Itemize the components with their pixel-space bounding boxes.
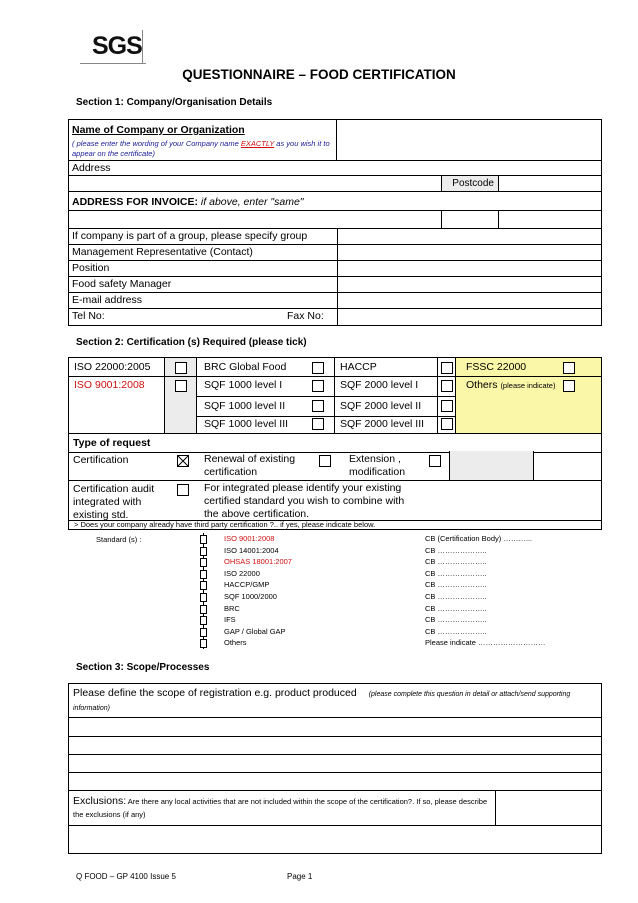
standard-name: BRC	[224, 603, 240, 613]
fsm-label: Food safety Manager	[72, 278, 172, 290]
standard-checkbox[interactable]	[200, 616, 207, 625]
standard-name: GAP / Global GAP	[224, 626, 286, 636]
request-shade	[449, 451, 534, 480]
invoice-hint: if above, enter "same"	[198, 196, 304, 208]
exclusions-side	[495, 791, 601, 825]
scope-line-4[interactable]	[69, 773, 601, 791]
group-input[interactable]	[337, 229, 601, 244]
standard-checkbox[interactable]	[200, 581, 207, 590]
standard-checkbox[interactable]	[200, 570, 207, 579]
sqf2000-2-checkbox[interactable]	[441, 400, 453, 412]
company-input[interactable]	[337, 120, 601, 160]
sqf1000-1-label: SQF 1000 level I	[204, 379, 283, 391]
brc-label: BRC Global Food	[204, 361, 287, 373]
logo-line-vertical	[142, 30, 143, 64]
scope-label: Please define the scope of registration e.g. product produced	[73, 687, 357, 699]
invoice-label	[72, 196, 304, 208]
logo-line-horizontal	[80, 63, 146, 64]
standard-cb: CB ………………..	[425, 615, 487, 625]
email-row	[69, 293, 601, 309]
section2-table	[68, 357, 602, 530]
position-label: Position	[72, 262, 110, 274]
standard-checkbox[interactable]	[200, 605, 207, 614]
section1-heading: Section 1: Company/Organisation Details	[76, 97, 273, 108]
standard-checkbox[interactable]	[200, 593, 207, 602]
standard-cb: CB ………………..	[425, 626, 487, 636]
sqf2000-1-checkbox[interactable]	[441, 380, 453, 392]
fssc-label: FSSC 22000	[466, 361, 527, 373]
sqf1000-2-checkbox[interactable]	[312, 400, 324, 412]
certification-checkbox[interactable]	[177, 455, 189, 467]
type-heading: Type of request	[73, 437, 151, 449]
standards-label: Standard (s) :	[96, 535, 142, 544]
fax-label: Fax No:	[287, 310, 324, 322]
sqf2000-3-checkbox[interactable]	[441, 418, 453, 430]
others-checkbox[interactable]	[563, 380, 575, 392]
contact-row	[69, 245, 601, 261]
audit-checkbox[interactable]	[177, 484, 189, 496]
section1-table	[68, 119, 602, 326]
iso22000-checkbox[interactable]	[175, 362, 187, 374]
company-label: Name of Company or Organization	[72, 124, 245, 136]
address-row	[69, 161, 601, 176]
standard-name: ISO 22000	[224, 568, 260, 578]
company-note	[72, 139, 332, 159]
audit-label: Certification audit integrated with existing std.	[73, 483, 155, 521]
sqf2000-3-label: SQF 2000 level III	[340, 418, 425, 430]
standard-name: HACCP/GMP	[224, 580, 270, 590]
others-text: Others	[466, 379, 498, 391]
invoice-address-row[interactable]	[69, 211, 601, 229]
company-note-exactly: EXACTLY	[240, 139, 275, 148]
cert-row-1	[69, 358, 601, 377]
third-party-row	[69, 520, 601, 530]
standard-name: Others	[224, 638, 247, 648]
sqf1000-3-checkbox[interactable]	[312, 418, 324, 430]
iso9001-checkbox[interactable]	[175, 380, 187, 392]
standard-cb: CB ………………..	[425, 592, 487, 601]
extension-checkbox[interactable]	[429, 455, 441, 467]
invoice-postcode-cell[interactable]	[441, 211, 499, 228]
tel-label: Tel No:	[72, 310, 105, 322]
logo-text: SGS	[92, 32, 142, 60]
third-party-label: > Does your company already have third party certification ?.. if yes, please indicate below.	[74, 520, 376, 529]
scope-note: (please complete this question in detail or attach/send supporting information)	[73, 691, 571, 712]
scope-row	[69, 684, 601, 718]
extension-label: Extension , modification	[349, 453, 406, 478]
email-input[interactable]	[337, 293, 601, 308]
company-note-b: as you wish it to appear on the certificate)	[72, 139, 330, 158]
certification-label: Certification	[73, 454, 129, 466]
scope-text	[73, 687, 593, 715]
section3-heading: Section 3: Scope/Processes	[76, 662, 210, 673]
fsm-input[interactable]	[337, 277, 601, 292]
exclusions-row	[69, 791, 601, 826]
haccp-label: HACCP	[340, 361, 377, 373]
renewal-checkbox[interactable]	[319, 455, 331, 467]
others-note: (please indicate)	[500, 381, 556, 390]
postcode-cell	[441, 176, 499, 191]
standard-cb: CB (Certification Body) ………...	[425, 534, 533, 543]
exclusions-input[interactable]	[69, 826, 601, 853]
exclusions-label: Exclusions:	[73, 795, 127, 807]
sqf1000-3-label: SQF 1000 level III	[204, 418, 289, 430]
standard-checkbox[interactable]	[200, 535, 207, 544]
cert-row-4	[197, 415, 455, 433]
iso22000-label: ISO 22000:2005	[74, 361, 151, 373]
footer-page: Page 1	[287, 872, 313, 881]
request-row-2	[69, 480, 601, 520]
company-row	[69, 120, 601, 161]
iso9001-label: ISO 9001:2008	[74, 379, 145, 391]
renewal-label: Renewal of existing certification	[204, 453, 296, 478]
sqf1000-1-checkbox[interactable]	[312, 380, 324, 392]
group-label: If company is part of a group, please specify group	[72, 230, 308, 242]
standard-cb: CB ………………..	[425, 603, 487, 613]
standards-list	[200, 533, 600, 653]
cert-row-3	[197, 396, 455, 417]
sgs-logo	[80, 30, 146, 64]
sqf2000-2-label: SQF 2000 level II	[340, 400, 422, 412]
cert-row-2	[69, 376, 601, 396]
exclusions-note: Are there any local activities that are not included within the scope of the certification?. If so, please describe the exclusions (if any)	[73, 797, 488, 819]
fsm-row	[69, 277, 601, 293]
section3-table	[68, 683, 602, 854]
request-row-1	[69, 451, 601, 481]
address-line-2[interactable]	[69, 176, 601, 192]
company-label-cell	[69, 120, 337, 160]
standard-name: OHSAS 18001:2007	[224, 557, 292, 567]
invoice-title: ADDRESS FOR INVOICE:	[72, 196, 199, 208]
postcode-label: Postcode	[452, 178, 494, 189]
fax-input[interactable]	[337, 309, 601, 325]
standard-checkbox[interactable]	[200, 639, 207, 648]
email-label: E-mail address	[72, 294, 143, 306]
haccp-checkbox[interactable]	[441, 362, 453, 374]
scope-line-1[interactable]	[69, 718, 601, 737]
fssc-checkbox[interactable]	[563, 362, 575, 374]
scope-line-3[interactable]	[69, 755, 601, 773]
footer-doc: Q FOOD – GP 4100 Issue 5	[76, 872, 176, 881]
check-x-icon	[178, 456, 188, 466]
standard-checkbox[interactable]	[200, 547, 207, 556]
tel-row	[69, 309, 601, 325]
integrated-note: For integrated please identify your existing certified standard you wish to combine with the above certification.	[204, 482, 405, 520]
sqf2000-1-label: SQF 2000 level I	[340, 379, 419, 391]
standard-cb: CB ………………..	[425, 580, 487, 590]
standard-name: ISO 9001:2008	[224, 534, 275, 543]
company-note-a: ( please enter the wording of your Company name	[72, 139, 241, 148]
page-title: QUESTIONNAIRE – FOOD CERTIFICATION	[182, 67, 456, 82]
standard-cb: CB ………………..	[425, 545, 487, 555]
standard-checkbox[interactable]	[200, 558, 207, 567]
standard-cb: Please indicate ………………………	[425, 638, 546, 648]
standard-name: ISO 14001:2004	[224, 545, 279, 555]
brc-checkbox[interactable]	[312, 362, 324, 374]
type-row	[69, 433, 601, 453]
sqf1000-2-label: SQF 1000 level II	[204, 400, 286, 412]
position-input[interactable]	[337, 261, 601, 276]
contact-input[interactable]	[337, 245, 601, 260]
exclusions-text	[73, 795, 493, 821]
position-row	[69, 261, 601, 277]
scope-line-2[interactable]	[69, 737, 601, 755]
section2-heading: Section 2: Certification (s) Required (please tick)	[76, 337, 307, 348]
standard-cb: CB ………………..	[425, 568, 487, 578]
standard-name: IFS	[224, 615, 236, 625]
contact-label: Management Representative (Contact)	[72, 246, 253, 258]
standard-name: SQF 1000/2000	[224, 592, 277, 601]
group-row	[69, 229, 601, 245]
standard-cb: CB ………………..	[425, 557, 487, 567]
address-label: Address	[72, 162, 111, 174]
invoice-row	[69, 192, 601, 211]
others-label	[466, 379, 555, 391]
standard-checkbox[interactable]	[200, 628, 207, 637]
